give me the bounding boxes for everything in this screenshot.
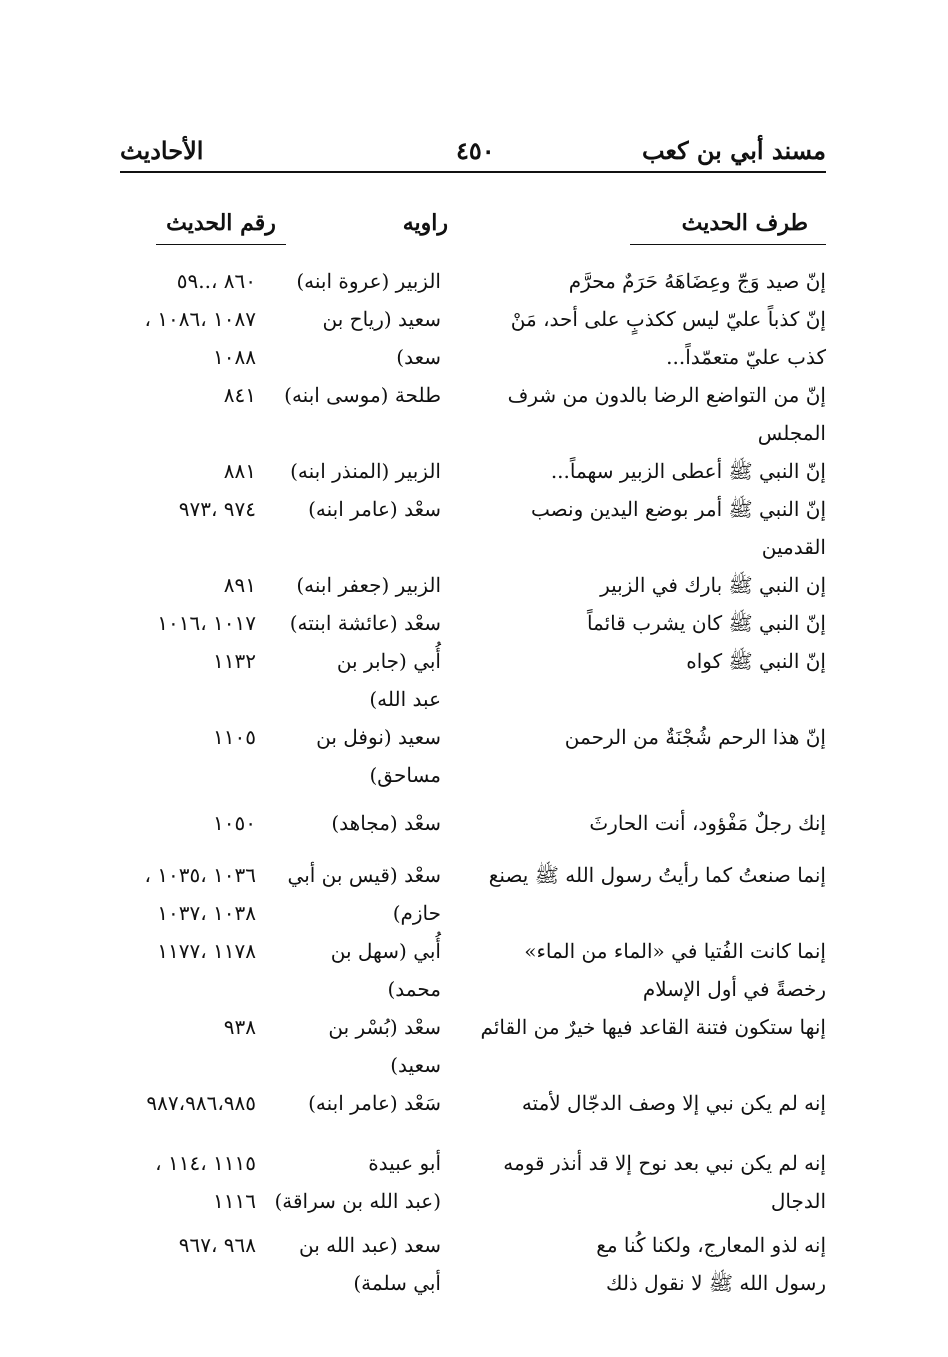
index-row-line xyxy=(100,756,826,794)
section-title: الأحاديث xyxy=(120,136,204,165)
column-header-rawi: راويه xyxy=(402,210,448,236)
index-row-line xyxy=(100,528,826,566)
index-row-line xyxy=(100,1046,826,1084)
hadith-number-text: ١١٧٨ ،١١٧٧ xyxy=(157,939,256,963)
narrator-text: سعيد) xyxy=(390,1053,441,1077)
index-row-line xyxy=(100,262,826,300)
row-spacer xyxy=(100,1122,826,1144)
index-row xyxy=(100,604,826,642)
row-spacer xyxy=(100,794,826,804)
index-row xyxy=(100,804,826,842)
index-row xyxy=(100,856,826,932)
narrator-text: عبد الله) xyxy=(369,687,441,711)
hadith-opening-text: إنّ النبي ﷺ أمر بوضع اليدين ونصب xyxy=(531,497,826,521)
index-row xyxy=(100,642,826,718)
index-row xyxy=(100,490,826,566)
running-header xyxy=(120,128,826,168)
index-row-line xyxy=(100,804,826,842)
index-row xyxy=(100,376,826,452)
header-rule xyxy=(120,171,826,173)
index-row-line xyxy=(100,856,826,894)
narrator-text: سَعْد (عامر ابنه) xyxy=(308,1091,441,1115)
column-header-tarf: طرف الحديث xyxy=(630,210,826,245)
index-row xyxy=(100,1008,826,1084)
narrator-text: سعْد (قيس بن أبي xyxy=(287,863,441,887)
narrator-text: سعْد (بُسْر بن xyxy=(328,1015,441,1039)
narrator-text: سعد (عبد الله بن xyxy=(298,1233,441,1257)
hadith-opening-text: إنّ صيد وَجّ وعِضَاهَهُ حَرَمٌ محرَّم xyxy=(568,269,826,293)
narrator-text: مساحق) xyxy=(369,763,441,787)
hadith-number-text: ١٠٨٨ xyxy=(213,345,256,369)
column-headers xyxy=(120,210,826,256)
index-row-line xyxy=(100,376,826,414)
index-row-line xyxy=(100,604,826,642)
hadith-number-text: ١٠٣٨ ،١٠٣٧ xyxy=(157,901,256,925)
hadith-opening-text: إنما كانت الفُتيا في «الماء من الماء» xyxy=(524,939,826,963)
hadith-opening-text: إنك رجلٌ مَفْؤود، أنت الحارثَ xyxy=(589,811,826,835)
hadith-number-text: ٨٤١ xyxy=(223,383,256,407)
index-row-line xyxy=(100,490,826,528)
index-row-line xyxy=(100,970,826,1008)
hadith-opening-text: إنه لم يكن نبي إلا وصف الدجّال لأمته xyxy=(521,1091,826,1115)
index-row xyxy=(100,1144,826,1220)
index-row xyxy=(100,566,826,604)
narrator-text: سعْد (عائشة ابنته) xyxy=(289,611,441,635)
index-row-line xyxy=(100,932,826,970)
narrator-text: الزبير (عروة ابنه) xyxy=(296,269,441,293)
narrator-text: محمد) xyxy=(387,977,441,1001)
hadith-opening-text: إنّ من التواضع الرضا بالدون من شرف xyxy=(507,383,826,407)
hadith-index-table xyxy=(100,262,826,1302)
hadith-opening-text: رسول الله ﷺ لا نقول ذلك xyxy=(605,1271,826,1295)
narrator-text: سعد) xyxy=(396,345,441,369)
index-row-line xyxy=(100,338,826,376)
index-row-line xyxy=(100,414,826,452)
column-header-raqm: رقم الحديث xyxy=(156,210,286,245)
hadith-number-text: ١١١٦ xyxy=(213,1189,256,1213)
narrator-text: سعْد (عامر ابنه) xyxy=(308,497,441,521)
hadith-opening-text: المجلس xyxy=(757,421,826,445)
narrator-text: حازم) xyxy=(392,901,441,925)
index-row xyxy=(100,452,826,490)
hadith-number-text: ١١٠٥ xyxy=(213,725,256,749)
hadith-opening-text: إن النبي ﷺ بارك في الزبير xyxy=(600,573,826,597)
narrator-text: أبي سلمة) xyxy=(353,1271,441,1295)
index-row xyxy=(100,1226,826,1302)
hadith-opening-text: إنه لذو المعارج، ولكنا كُنا مع xyxy=(596,1233,826,1257)
index-row xyxy=(100,1084,826,1122)
hadith-opening-text: إنّ النبي ﷺ كان يشرب قائماً xyxy=(586,611,826,635)
hadith-number-text: ٩٦٨ ،٩٦٧ xyxy=(178,1233,256,1257)
index-row-line xyxy=(100,1182,826,1220)
hadith-number-text: ١٠٨٧ ،١٠٨٦ ، xyxy=(144,307,256,331)
row-spacer xyxy=(100,842,826,856)
index-row-line xyxy=(100,1008,826,1046)
narrator-text: طلحة (موسى ابنه) xyxy=(284,383,441,407)
book-title: مسند أبي بن كعب xyxy=(641,136,826,165)
hadith-number-text: ١١٣٢ xyxy=(213,649,256,673)
index-row-line xyxy=(100,300,826,338)
hadith-opening-text: القدمين xyxy=(761,535,826,559)
hadith-opening-text: إنّ كذباً عليّ ليس ككذبٍ على أحد، مَنْ xyxy=(510,307,826,331)
index-row xyxy=(100,718,826,794)
hadith-opening-text: إنّ هذا الرحم شُجْنَةٌ من الرحمن xyxy=(564,725,826,749)
index-row-line xyxy=(100,642,826,680)
narrator-text: أُبي (سهل بن xyxy=(330,939,441,963)
index-row-line xyxy=(100,566,826,604)
hadith-number-text: ٩٧٤ ،٩٧٣ xyxy=(178,497,256,521)
index-row-line xyxy=(100,680,826,718)
index-row-line xyxy=(100,452,826,490)
hadith-opening-text: إنها ستكون فتنة القاعد فيها خيرٌ من القائم xyxy=(480,1015,826,1039)
page-number: ٤٥٠ xyxy=(456,136,495,165)
narrator-text: الزبير (جعفر ابنه) xyxy=(296,573,441,597)
hadith-number-text: ٨٩١ xyxy=(223,573,256,597)
index-row-line xyxy=(100,718,826,756)
hadith-number-text: ٩٨٧،٩٨٦،٩٨٥ xyxy=(146,1091,256,1115)
hadith-number-text: ١٠٣٦ ،١٠٣٥ ، xyxy=(144,863,256,887)
narrator-text: سعيد (رياح بن xyxy=(322,307,441,331)
hadith-number-text: ١٠١٧ ،١٠١٦ xyxy=(157,611,256,635)
index-row xyxy=(100,932,826,1008)
hadith-opening-text: الدجال xyxy=(770,1189,826,1213)
hadith-opening-text: إنّ النبي ﷺ كواه xyxy=(686,649,826,673)
narrator-text: أُبي (جابر بن xyxy=(336,649,441,673)
index-row xyxy=(100,300,826,376)
hadith-opening-text: كذب عليّ متعمّداً... xyxy=(666,345,826,369)
index-row-line xyxy=(100,1226,826,1264)
hadith-number-text: ١٠٥٠ xyxy=(213,811,256,835)
narrator-text: سعيد (نوفل بن xyxy=(316,725,441,749)
index-row-line xyxy=(100,1084,826,1122)
hadith-opening-text: إنه لم يكن نبي بعد نوح إلا قد أنذر قومه xyxy=(503,1151,826,1175)
index-row-line xyxy=(100,1264,826,1302)
hadith-opening-text: رخصةً في أول الإسلام xyxy=(642,977,826,1001)
narrator-text: أبو عبيدة xyxy=(368,1151,441,1175)
hadith-number-text: ٨٦٠ ،..٥٩ xyxy=(176,269,256,293)
hadith-number-text: ٩٣٨ xyxy=(223,1015,256,1039)
index-row xyxy=(100,262,826,300)
index-row-line xyxy=(100,894,826,932)
narrator-text: الزبير (المنذر ابنه) xyxy=(290,459,441,483)
hadith-opening-text: إنّ النبي ﷺ أعطى الزبير سهماً... xyxy=(550,459,826,483)
hadith-number-text: ٨٨١ xyxy=(223,459,256,483)
hadith-number-text: ١١١٥ ،١١٤ ، xyxy=(155,1151,256,1175)
hadith-opening-text: إنما صنعتُ كما رأيتُ رسول الله ﷺ يصنع xyxy=(488,863,826,887)
index-row-line xyxy=(100,1144,826,1182)
narrator-text: (عبد الله بن سراقة) xyxy=(274,1189,441,1213)
narrator-text: سعْد (مجاهد) xyxy=(331,811,441,835)
